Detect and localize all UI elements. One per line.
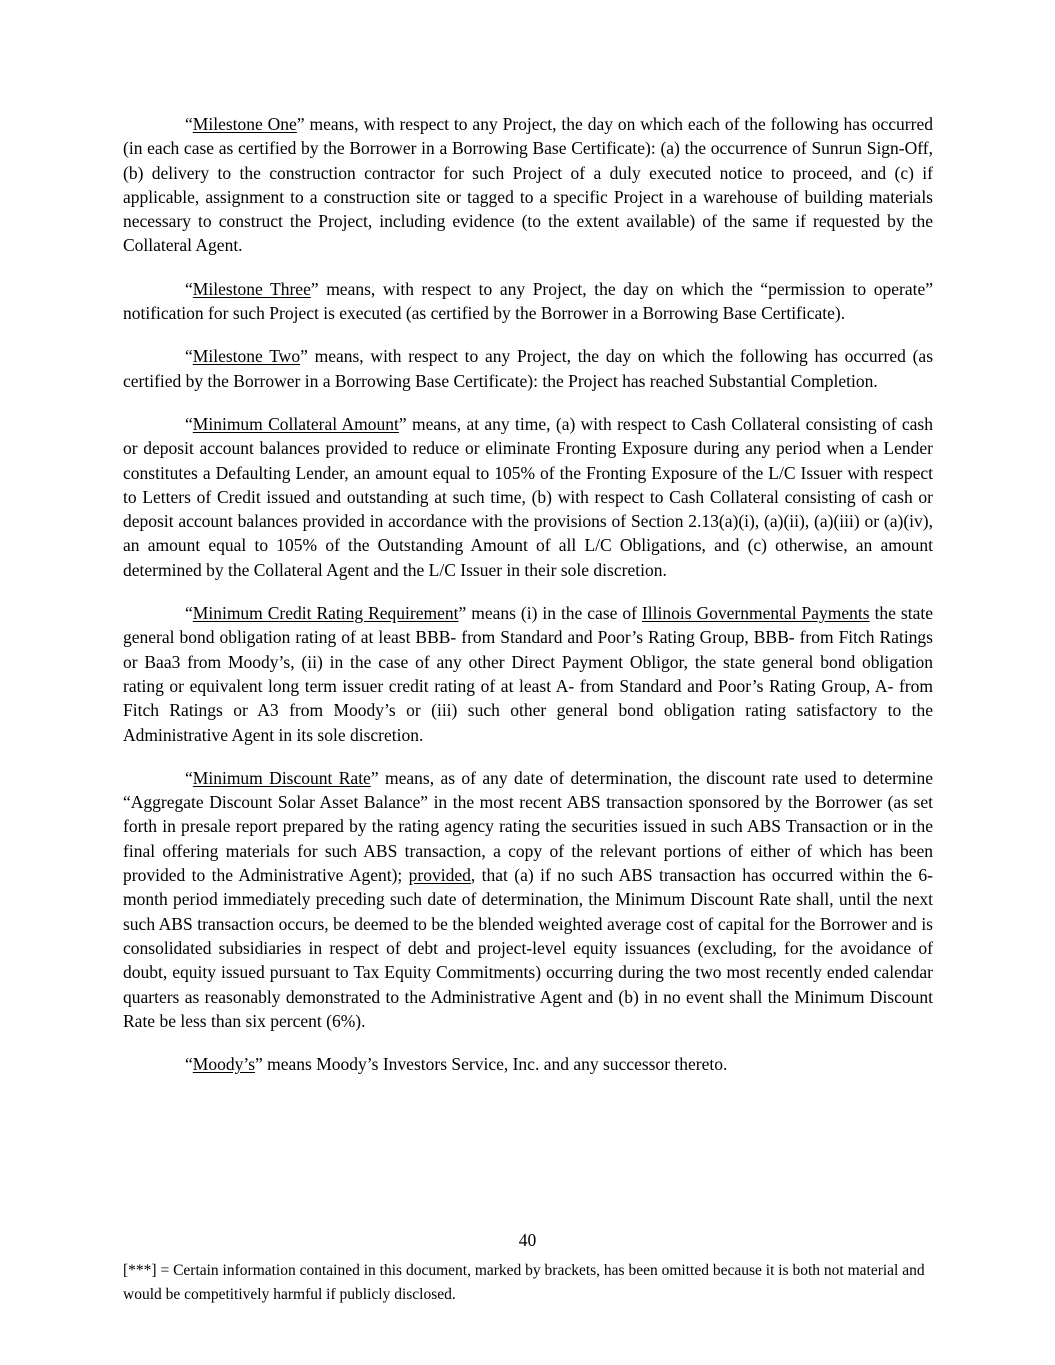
footnote: [***] = Certain information contained in this document, marked by brackets, has been omitted because it is both not material and would be competitively harmful if publicly disclosed. [123, 1262, 925, 1303]
text-run: “ [185, 767, 193, 788]
defined-term: Milestone Two [192, 346, 301, 367]
text-run: ” means, with respect to any Project, the day on which the “permission to operate” notification for such Project is executed (as certified by the Borrower in a Borrowing Base Certificate). [123, 278, 933, 324]
definition-minimum-credit-rating-requirement [123, 601, 933, 747]
defined-term: Minimum Collateral Amount [192, 413, 399, 434]
text-run: , that (a) if no such ABS transaction has occurred within the 6-month period immediately preceding such date of determination, the Minimum Discount Rate shall, until the next such ABS transaction occurs, be deemed to be the blended weighted average cost of capital for the Borrower and is consolidated subsidiaries in respect of debt and project-level equity issuances (excluding, for the avoidance of doubt, equity issued pursuant to Tax Equity Commitments) occurring during the two most recently ended calendar quarters as reasonably demonstrated to the Administrative Agent and (b) in no event shall the Minimum Discount Rate be less than six percent (6%). [123, 865, 933, 1031]
definition-milestone-three [123, 277, 933, 326]
defined-term: Moody’s [192, 1054, 256, 1075]
text-run: ” means (i) in the case of [458, 603, 642, 624]
text-run: “ [185, 346, 193, 367]
text-run: ” means, as of any date of determination, the discount rate used to determine “Aggregate Discount Solar Asset Balance” in the most recent ABS transaction sponsored by the Borrower (as set forth in presale report prepared by the rating agency rating the securities issued in such ABS Transaction or in the final offering materials for such ABS transaction, a copy of the relevant portions of either of which has been provided to the Administrative Agent); [123, 767, 933, 886]
definition-milestone-one [123, 112, 933, 258]
defined-term: Minimum Discount Rate [192, 767, 371, 788]
defined-term: Milestone One [192, 114, 297, 134]
definition-milestone-two [123, 344, 933, 393]
text-run: “ [185, 1054, 193, 1075]
text-run: “ [185, 413, 193, 434]
definition-moodys [123, 1052, 933, 1076]
definition-minimum-collateral-amount [123, 412, 933, 582]
defined-term: Illinois Governmental Payments [641, 603, 870, 624]
defined-term: Milestone Three [192, 278, 311, 299]
text-run: ” means Moody’s Investors Service, Inc. and any successor thereto. [255, 1054, 728, 1075]
text-run: ” means, at any time, (a) with respect to Cash Collateral consisting of cash or deposit account balances provided to reduce or eliminate Fronting Exposure during any period when a Lender constitutes a Defaulting Lender, an amount equal to 105% of the Fronting Exposure of the L/C Issuer with respect to Letters of Credit issued and outstanding at such time, (b) with respect to Cash Collateral consisting of cash or deposit account balances provided in accordance with the provisions of Section 2.13(a)(i), (a)(ii), (a)(iii) or (a)(iv), an amount equal to 105% of the Outstanding Amount of all L/C Obligations, and (c) otherwise, an amount determined by the Collateral Agent and the L/C Issuer in their sole discretion. [123, 413, 933, 580]
document-body [123, 112, 933, 1095]
text-run: the state general bond obligation rating of at least BBB- from Standard and Poor’s Rating Group, BBB- from Fitch Ratings or Baa3 from Moody’s, (ii) in the case of any other Direct Payment Obligor, the state general bond obligation rating or equivalent long term issuer credit rating of at least A- from Standard and Poor’s Rating Group, A- from Fitch Ratings or A3 from Moody’s or (iii) such other general bond obligation rating satisfactory to the Administrative Agent in its sole discretion. [123, 603, 933, 745]
page-number: 40 [518, 1230, 537, 1250]
definition-minimum-discount-rate [123, 766, 933, 1033]
text-run: ” means, with respect to any Project, the day on which each of the following has occurred (in each case as certified by the Borrower in a Borrowing Base Certificate): (a) the occurrence of Sunrun Sign-Off, (b) delivery to the construction contractor for such Project of a duly executed notice to proceed, and (c) if applicable, assignment to a construction site or tagged to a specific Project in a warehouse of building materials necessary to construct the Project, including evidence (to the extent available) of the same if requested by the Collateral Agent. [123, 114, 933, 256]
text-run: “ [185, 114, 193, 134]
text-run: “ [185, 603, 193, 624]
text-run: “ [185, 278, 193, 299]
defined-term: provided [408, 865, 471, 886]
defined-term: Minimum Credit Rating Requirement [192, 603, 459, 624]
text-run: ” means, with respect to any Project, the day on which the following has occurred (as certified by the Borrower in a Borrowing Base Certificate): the Project has reached Substantial Completion. [123, 346, 934, 391]
